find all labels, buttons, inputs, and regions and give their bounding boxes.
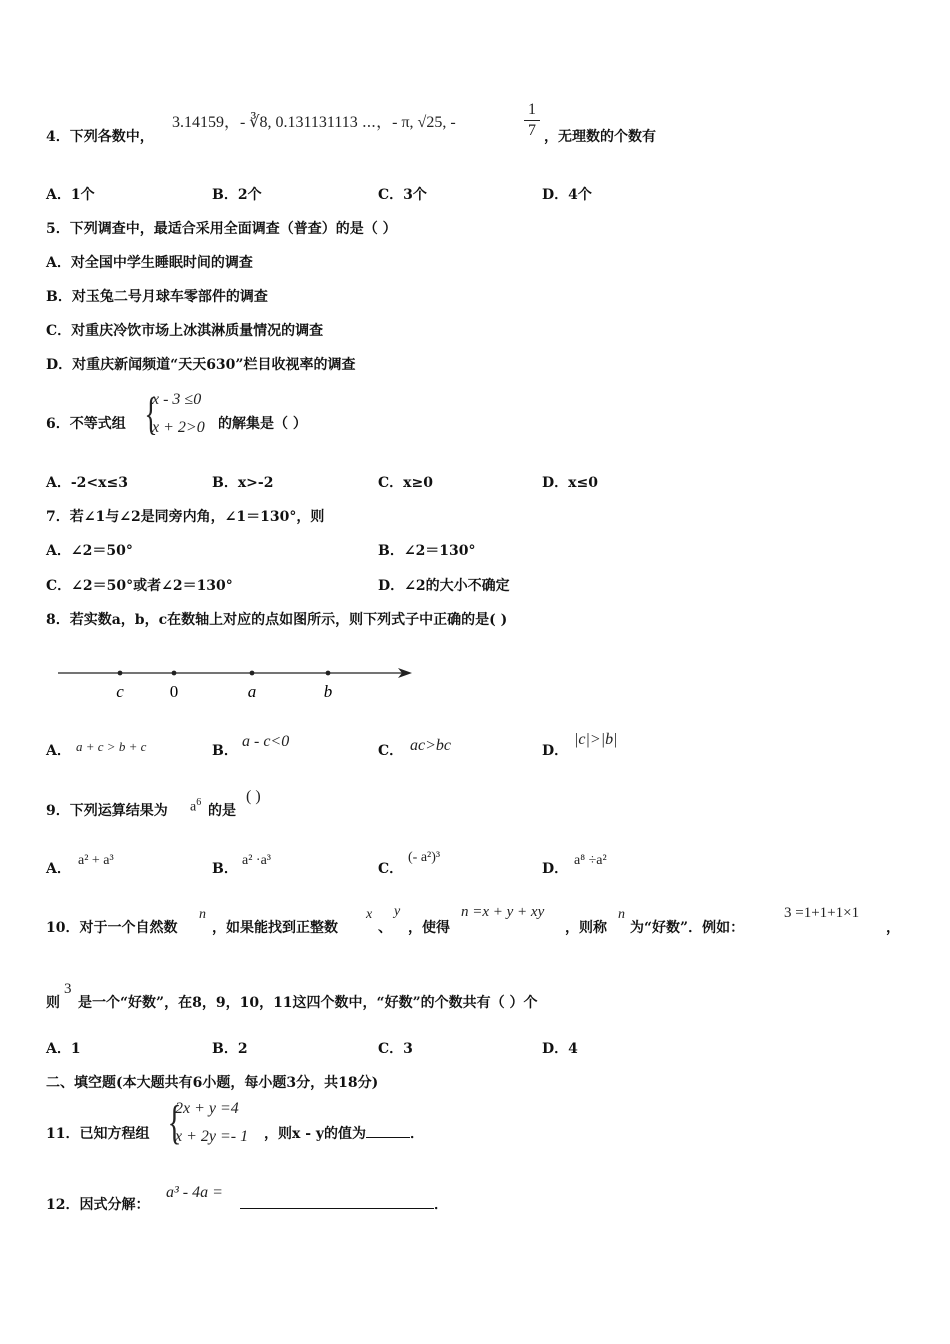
q7-option-b[interactable]: B．∠2＝130° xyxy=(378,543,476,559)
q6-tail: 的解集是（ ） xyxy=(218,416,307,432)
q6-line1: x - 3 ≤0 xyxy=(152,391,202,408)
q9-option-d-letter[interactable]: D． xyxy=(542,861,569,877)
q5-option-d[interactable]: D．对重庆新闻频道“天天630”栏目收视率的调查 xyxy=(46,357,356,373)
q9-power: $a^6$ xyxy=(190,797,202,815)
q11-line2: x + 2y =- 1 xyxy=(175,1128,249,1145)
q4-fraction: 1 7 xyxy=(524,101,540,140)
q9-option-b-math: a² ·a³ xyxy=(242,853,271,868)
q6-stem: 6．不等式组 xyxy=(46,416,126,432)
label-c: c xyxy=(116,682,124,701)
q4-option-a[interactable]: A．1个 xyxy=(46,187,95,203)
q6-option-b[interactable]: B．x>-2 xyxy=(212,475,274,491)
q10-y: y xyxy=(394,904,401,919)
q8-option-c-math: ac>bc xyxy=(410,737,451,754)
q11-brace: { xyxy=(167,1096,182,1149)
q10-part1: 10．对于一个自然数 xyxy=(46,920,178,936)
q4-tail: ，无理数的个数有 xyxy=(544,129,656,145)
q7-option-c[interactable]: C．∠2＝50°或者∠2＝130° xyxy=(46,578,233,594)
q9-paren: ( ) xyxy=(246,788,261,805)
q10-comma: ， xyxy=(886,920,900,936)
q9-option-c-letter[interactable]: C． xyxy=(378,861,404,877)
q11-tail: ，则x - y的值为 ． xyxy=(264,1126,425,1142)
q12-answer: ． xyxy=(240,1196,448,1214)
q10-part3: ，使得 xyxy=(408,920,450,936)
q9-option-d-math: a⁸ ÷a² xyxy=(574,853,607,868)
q8-option-c-letter[interactable]: C． xyxy=(378,743,404,759)
q8-option-b-letter[interactable]: B． xyxy=(212,743,238,759)
q4-option-b[interactable]: B．2个 xyxy=(212,187,262,203)
q9-option-a-letter[interactable]: A． xyxy=(46,861,71,877)
q8-option-b-math: a - c<0 xyxy=(242,733,290,750)
q4-number-list: 3.14159，- ∛8, 0.131131113 ⋯，- π, √25, - xyxy=(172,114,456,131)
q10-line2-rest: 是一个“好数”，在8，9，10，11这四个数中，“好数”的个数共有（ ）个 xyxy=(78,995,538,1011)
q10-line2-start: 则 xyxy=(46,995,60,1011)
label-b: b xyxy=(323,682,333,701)
q6-option-d[interactable]: D．x≤0 xyxy=(542,475,598,491)
q12-answer-blank[interactable] xyxy=(240,1208,434,1209)
q6-option-a[interactable]: A．-2<x≤3 xyxy=(46,475,128,491)
point-b xyxy=(326,671,331,676)
q11-stem: 11．已知方程组 xyxy=(46,1126,150,1142)
label-zero: 0 xyxy=(169,682,179,701)
q10-three: 3 xyxy=(64,981,72,997)
q10-n: n xyxy=(199,907,206,922)
q10-option-b[interactable]: B．2 xyxy=(212,1041,248,1057)
q9-stem: 9．下列运算结果为 xyxy=(46,803,168,819)
q4-option-c[interactable]: C．3个 xyxy=(378,187,427,203)
q10-example: 3 =1+1+1×1 xyxy=(784,905,860,921)
q8-option-a-letter[interactable]: A． xyxy=(46,743,71,759)
q10-option-c[interactable]: C．3 xyxy=(378,1041,413,1057)
q10-n2: n xyxy=(618,907,625,922)
q5-option-c[interactable]: C．对重庆冷饮市场上冰淇淋质量情况的调查 xyxy=(46,323,324,339)
q10-option-a[interactable]: A．1 xyxy=(46,1041,81,1057)
section-2-heading: 二、填空题(本大题共有6小题，每小题3分，共18分) xyxy=(46,1075,379,1091)
q5-option-b[interactable]: B．对玉兔二号月球车零部件的调查 xyxy=(46,289,268,305)
q7-stem: 7．若∠1与∠2是同旁内角，∠1＝130°，则 xyxy=(46,509,325,525)
q12-stem: 12．因式分解： xyxy=(46,1197,150,1213)
q11-line1: 2x + y =4 xyxy=(175,1100,239,1117)
q12-expression: a³ - 4a = xyxy=(166,1184,223,1201)
q7-option-d[interactable]: D．∠2的大小不确定 xyxy=(378,578,510,594)
q10-option-d[interactable]: D．4 xyxy=(542,1041,578,1057)
q4-option-d[interactable]: D．4个 xyxy=(542,187,592,203)
q9-option-c-math: (- a²)³ xyxy=(408,850,441,865)
number-line-figure xyxy=(50,660,420,708)
point-zero xyxy=(172,671,177,676)
q4-number: 4．下列各数中， xyxy=(46,129,154,145)
q10-equation: n =x + y + xy xyxy=(461,904,545,920)
q10-part2: ，如果能找到正整数 xyxy=(212,920,338,936)
q5-option-a[interactable]: A．对全国中学生睡眠时间的调查 xyxy=(46,255,253,271)
q10-sep: 、 xyxy=(378,920,392,936)
q9-option-b-letter[interactable]: B． xyxy=(212,861,238,877)
q6-line2: x + 2>0 xyxy=(152,419,205,436)
point-c xyxy=(118,671,123,676)
point-a xyxy=(250,671,255,676)
q7-option-a[interactable]: A．∠2＝50° xyxy=(46,543,133,559)
q9-tail: 的是 xyxy=(208,803,236,819)
q10-part5: 为“好数”．例如： xyxy=(630,920,745,936)
q8-option-a-math: a + c > b + c xyxy=(76,739,147,754)
q8-stem: 8．若实数a，b，c在数轴上对应的点如图所示，则下列式子中正确的是( ) xyxy=(46,612,508,628)
q8-option-d-math: |c|>|b| xyxy=(574,731,618,748)
q8-option-d-letter[interactable]: D． xyxy=(542,743,569,759)
q11-answer-blank[interactable] xyxy=(366,1137,410,1138)
q6-brace: { xyxy=(144,388,158,439)
q5-stem: 5．下列调查中，最适合采用全面调查（普查）的是（ ） xyxy=(46,221,397,237)
q10-part4: ，则称 xyxy=(565,920,607,936)
q10-x: x xyxy=(366,907,373,922)
q6-option-c[interactable]: C．x≥0 xyxy=(378,475,433,491)
label-a: a xyxy=(247,682,257,701)
q9-option-a-math: a² + a³ xyxy=(78,853,114,868)
